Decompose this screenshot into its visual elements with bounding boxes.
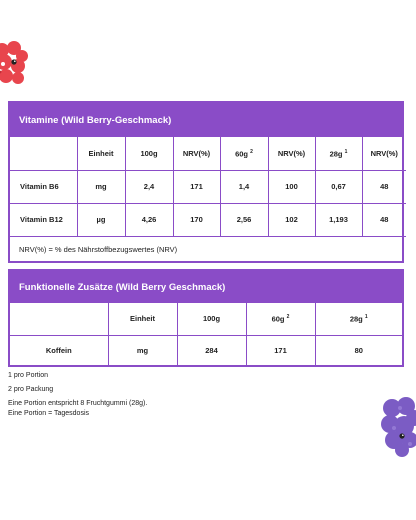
vitamins-table-title: Vitamine (Wild Berry-Geschmack): [10, 103, 402, 137]
footnote-per-portion: 1 pro Portion: [8, 372, 49, 379]
cell: 2,56: [220, 203, 268, 236]
table-row: [10, 170, 406, 203]
vitamins-grid: [10, 137, 406, 262]
raspberry-character-icon: [0, 40, 30, 88]
header-cell-60g: 60g $^2$: [220, 137, 268, 170]
cell: 48: [362, 203, 406, 236]
functional-additives-table: [8, 269, 404, 367]
cell: mg: [108, 335, 177, 365]
header-cell-unit: Einheit: [108, 303, 177, 335]
header-cell-nrv-60g: NRV(%): [268, 137, 315, 170]
vitamins-header-row: [10, 137, 406, 170]
cell: µg: [77, 203, 125, 236]
header-cell-empty: [10, 303, 108, 335]
vitamins-table: [8, 101, 404, 263]
header-cell-28g: 28g $^1$: [315, 137, 362, 170]
nrv-note: NRV(%) = % des Nährstoffbezugswertes (NRV): [10, 236, 406, 262]
header-cell-nrv-28g: NRV(%): [362, 137, 406, 170]
footnote-per-pack: 2 pro Packung: [8, 386, 54, 393]
functional-header-row: [10, 303, 402, 335]
row-label: Vitamin B12: [10, 203, 77, 236]
header-cell-nrv-100g: NRV(%): [173, 137, 220, 170]
cell: 0,67: [315, 170, 362, 203]
cell: 170: [173, 203, 220, 236]
row-label: Vitamin B6: [10, 170, 77, 203]
cell: 100: [268, 170, 315, 203]
cell: 2,4: [125, 170, 173, 203]
cell: 284: [177, 335, 246, 365]
cell: 171: [246, 335, 315, 365]
footnote-portion-size: Eine Portion entspricht 8 Fruchtgummi (28g).: [8, 400, 148, 407]
functional-table-title: Funktionelle Zusätze (Wild Berry Geschmack): [10, 271, 402, 303]
header-cell-unit: Einheit: [77, 137, 125, 170]
nrv-note-row: [10, 236, 406, 262]
header-cell-100g: 100g: [177, 303, 246, 335]
row-label: Koffein: [10, 335, 108, 365]
blackberry-character-icon: [380, 396, 416, 458]
header-cell-100g: 100g: [125, 137, 173, 170]
header-cell-empty: [10, 137, 77, 170]
cell: 80: [315, 335, 402, 365]
footnote-daily-dose: Eine Portion = Tagesdosis: [8, 410, 90, 417]
cell: 48: [362, 170, 406, 203]
cell: 1,193: [315, 203, 362, 236]
cell: 171: [173, 170, 220, 203]
table-row: [10, 203, 406, 236]
functional-grid: [10, 303, 402, 365]
cell: 1,4: [220, 170, 268, 203]
header-cell-28g: 28g $^1$: [315, 303, 402, 335]
cell: mg: [77, 170, 125, 203]
header-cell-60g: 60g $^2$: [246, 303, 315, 335]
cell: 4,26: [125, 203, 173, 236]
table-row: [10, 335, 402, 365]
cell: 102: [268, 203, 315, 236]
